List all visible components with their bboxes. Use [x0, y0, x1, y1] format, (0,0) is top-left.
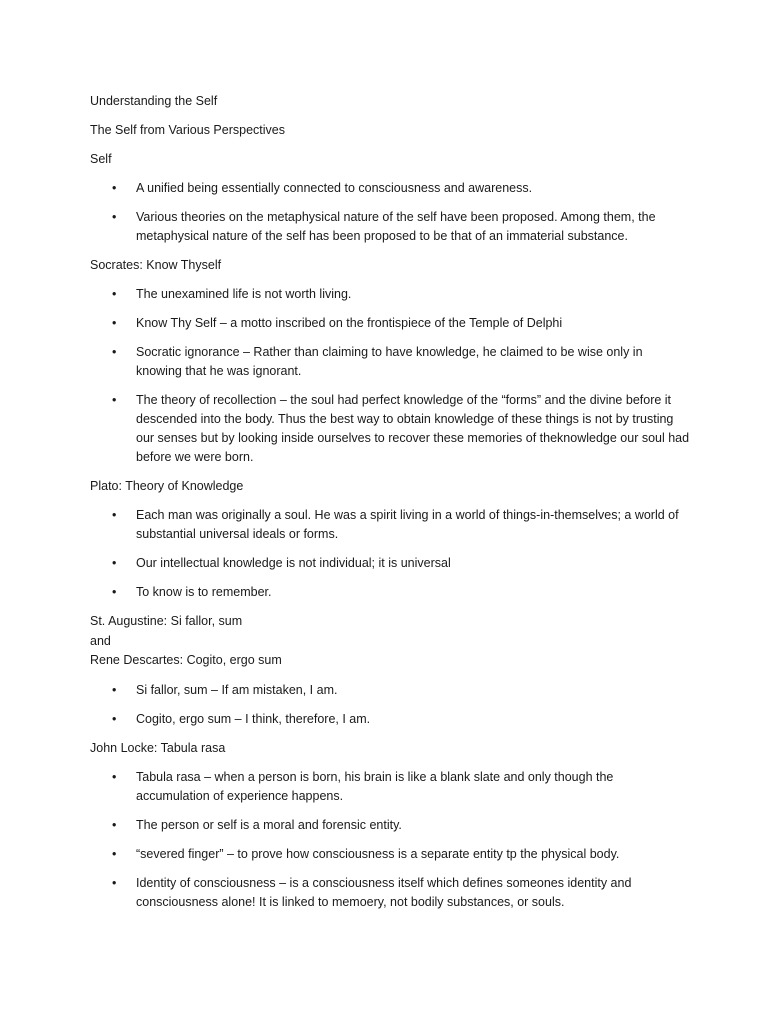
bullet-icon: • — [112, 556, 117, 570]
bullet-icon: • — [112, 345, 117, 359]
list-item-text: The person or self is a moral and forensic entity. — [136, 817, 402, 832]
section-augustine-descartes — [90, 612, 690, 729]
list-item-text: Various theories on the metaphysical nature of the self have been proposed. Among them, the metaphysical nature of the self has been proposed to be that of an immaterial substance. — [136, 210, 656, 243]
section-heading-line: St. Augustine: Si fallor, sum — [90, 614, 243, 628]
section-heading-line: Rene Descartes: Cogito, ergo sum — [90, 653, 282, 667]
list-item — [90, 391, 690, 467]
list-item — [90, 681, 690, 700]
bullet-list — [90, 179, 690, 246]
list-item — [90, 179, 690, 198]
bullet-icon: • — [112, 316, 117, 330]
bullet-icon: • — [112, 682, 117, 697]
document-title: Understanding the Self — [90, 94, 218, 108]
section-self — [90, 150, 690, 246]
list-item-text: A unified being essentially connected to consciousness and awareness. — [136, 181, 533, 195]
list-item — [90, 710, 690, 729]
list-item — [90, 208, 690, 246]
bullet-icon: • — [112, 210, 117, 224]
bullet-list — [90, 681, 690, 729]
document-page — [90, 92, 690, 922]
list-item-text: Si fallor, sum – If am mistaken, I am. — [136, 682, 338, 697]
list-item — [90, 506, 690, 544]
section-heading-line: and — [90, 633, 111, 648]
list-item — [90, 816, 690, 835]
list-item — [90, 768, 690, 806]
section-heading: John Locke: Tabula rasa — [90, 740, 226, 755]
list-item — [90, 554, 690, 573]
bullet-icon: • — [112, 817, 117, 832]
section-heading: Socrates: Know Thyself — [90, 258, 222, 272]
section-heading — [90, 612, 690, 671]
bullet-icon: • — [112, 875, 117, 890]
list-item — [90, 874, 690, 912]
section-locke — [90, 739, 690, 912]
list-item-text: To know is to remember. — [136, 585, 272, 599]
list-item-text: Socratic ignorance – Rather than claiming to have knowledge, he claimed to be wise only in knowing that he was ignorant. — [136, 345, 643, 378]
bullet-icon: • — [112, 181, 117, 195]
list-item-text: Know Thy Self – a motto inscribed on the frontispiece of the Temple of Delphi — [136, 316, 563, 330]
section-heading: Self — [90, 152, 112, 166]
bullet-icon: • — [112, 711, 117, 726]
bullet-icon: • — [112, 585, 117, 599]
list-item-text: The unexamined life is not worth living. — [136, 287, 352, 301]
bullet-icon: • — [112, 508, 117, 522]
list-item-text: Cogito, ergo sum – I think, therefore, I am. — [136, 711, 371, 726]
list-item — [90, 314, 690, 333]
bullet-icon: • — [112, 393, 117, 407]
bullet-list — [90, 768, 690, 912]
list-item-text: The theory of recollection – the soul had perfect knowledge of the “forms” and the divine before it descended into the body. Thus the best way to obtain knowledge of these things is not by trusting our senses but by looking inside ourselves to recover these memories of theknowledge our soul had before we were born. — [136, 393, 690, 464]
list-item-text: Each man was originally a soul. He was a spirit living in a world of things-in-themselves; a world of substantial universal ideals or forms. — [136, 508, 679, 541]
bullet-icon: • — [112, 846, 117, 861]
list-item-text: Our intellectual knowledge is not individual; it is universal — [136, 556, 451, 570]
bullet-list — [90, 506, 690, 602]
section-plato — [90, 477, 690, 602]
document-subtitle: The Self from Various Perspectives — [90, 123, 285, 137]
list-item — [90, 285, 690, 304]
list-item — [90, 845, 690, 864]
bullet-list — [90, 285, 690, 467]
list-item-text: “severed finger” – to prove how consciousness is a separate entity tp the physical body. — [136, 846, 620, 861]
bullet-icon: • — [112, 769, 117, 784]
section-heading: Plato: Theory of Knowledge — [90, 479, 244, 493]
list-item — [90, 343, 690, 381]
list-item-text: Tabula rasa – when a person is born, his brain is like a blank slate and only though the accumulation of experience happens. — [136, 769, 614, 803]
list-item — [90, 583, 690, 602]
list-item-text: Identity of consciousness – is a consciousness itself which defines someones identity and consciousness alone! It is linked to memoery, not bodily substances, or souls. — [136, 875, 632, 909]
section-socrates — [90, 256, 690, 467]
bullet-icon: • — [112, 287, 117, 301]
